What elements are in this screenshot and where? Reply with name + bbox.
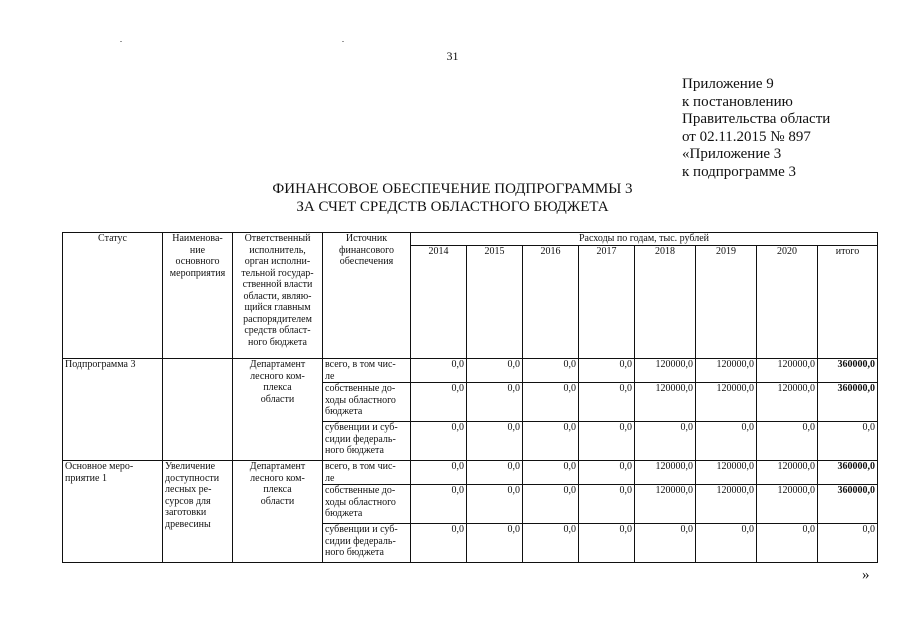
header-source: Источник финансового обеспечения: [323, 233, 411, 359]
cell-value: 0,0: [411, 485, 467, 524]
cell-value: 0,0: [579, 461, 635, 485]
appendix-line: Приложение 9: [682, 76, 774, 92]
cell-value: 120000,0: [757, 485, 818, 524]
cell-value: 0,0: [523, 461, 579, 485]
cell-status: Основное меро- приятие 1: [63, 461, 163, 563]
cell-value: 0,0: [757, 422, 818, 461]
cell-value: 0,0: [696, 422, 757, 461]
cell-value: 120000,0: [696, 359, 757, 383]
cell-value: 0,0: [579, 383, 635, 422]
title-line-1: ФИНАНСОВОЕ ОБЕСПЕЧЕНИЕ ПОДПРОГРАММЫ 3: [272, 181, 633, 197]
cell-value: 120000,0: [635, 383, 696, 422]
cell-total: 360000,0: [818, 485, 878, 524]
cell-value: 120000,0: [696, 485, 757, 524]
cell-value: 0,0: [579, 359, 635, 383]
year-header: 2019: [696, 246, 757, 359]
cell-value: 120000,0: [696, 383, 757, 422]
document-title: [0, 180, 905, 216]
table-row: [63, 359, 878, 383]
cell-value: 0,0: [467, 422, 523, 461]
year-header: 2017: [579, 246, 635, 359]
cell-source: собственные до- ходы областного бюджета: [323, 383, 411, 422]
appendix-line: к подпрограмме 3: [682, 163, 796, 180]
cell-value: 0,0: [467, 485, 523, 524]
cell-value: 120000,0: [635, 461, 696, 485]
cell-value: 0,0: [635, 422, 696, 461]
title-line-2: ЗА СЧЕТ СРЕДСТВ ОБЛАСТНОГО БЮДЖЕТА: [296, 199, 609, 215]
cell-total: 0,0: [818, 422, 878, 461]
cell-value: 0,0: [467, 359, 523, 383]
year-header: 2015: [467, 246, 523, 359]
appendix-line: «Приложение 3: [682, 146, 782, 162]
cell-value: 0,0: [467, 524, 523, 563]
cell-value: 0,0: [579, 422, 635, 461]
cell-source: собственные до- ходы областного бюджета: [323, 485, 411, 524]
cell-executor: Департамент лесного ком- плекса области: [233, 359, 323, 461]
cell-value: 0,0: [411, 461, 467, 485]
year-header: 2018: [635, 246, 696, 359]
appendix-line: от 02.11.2015 № 897: [682, 128, 811, 145]
cell-value: 120000,0: [757, 461, 818, 485]
cell-value: 0,0: [523, 422, 579, 461]
cell-executor: Департамент лесного ком- плекса области: [233, 461, 323, 563]
header-event: Наименова- ние основного мероприятия: [163, 233, 233, 359]
cell-value: 0,0: [467, 383, 523, 422]
cell-value: 0,0: [523, 524, 579, 563]
cell-source: субвенции и суб- сидии федераль- ного бюджета: [323, 524, 411, 563]
cell-value: 0,0: [579, 485, 635, 524]
cell-total: 0,0: [818, 524, 878, 563]
header-expenses: Расходы по годам, тыс. рублей: [411, 233, 878, 246]
year-header: 2016: [523, 246, 579, 359]
cell-value: 0,0: [411, 422, 467, 461]
table-row: [63, 461, 878, 485]
cell-value: 0,0: [696, 524, 757, 563]
cell-source: всего, в том чис- ле: [323, 461, 411, 485]
header-status: Статус: [63, 233, 163, 359]
cell-event: [163, 359, 233, 461]
cell-total: 360000,0: [818, 359, 878, 383]
year-header: 2014: [411, 246, 467, 359]
cell-status: Подпрограмма 3: [63, 359, 163, 461]
cell-value: 120000,0: [757, 359, 818, 383]
cell-value: 120000,0: [696, 461, 757, 485]
cell-value: 0,0: [635, 524, 696, 563]
cell-value: 0,0: [411, 383, 467, 422]
year-header: 2020: [757, 246, 818, 359]
cell-source: субвенции и суб- сидии федераль- ного бюджета: [323, 422, 411, 461]
cell-source: всего, в том чис- ле: [323, 359, 411, 383]
cell-value: 120000,0: [635, 359, 696, 383]
cell-event: Увеличение доступности лесных ре- сурсов для заготовки древесины: [163, 461, 233, 563]
cell-value: 0,0: [523, 485, 579, 524]
page-number: 31: [446, 49, 459, 63]
year-header-total: итого: [818, 246, 878, 359]
cell-total: 360000,0: [818, 461, 878, 485]
financing-table: [62, 232, 878, 563]
cell-value: 0,0: [523, 383, 579, 422]
cell-value: 0,0: [411, 359, 467, 383]
cell-total: 360000,0: [818, 383, 878, 422]
cell-value: 120000,0: [635, 485, 696, 524]
cell-value: 0,0: [411, 524, 467, 563]
appendix-line: Правительства области: [682, 111, 831, 127]
cell-value: 0,0: [467, 461, 523, 485]
cell-value: 0,0: [579, 524, 635, 563]
header-executor: Ответственный исполнитель, орган исполни- тельной государ- ственной власти области, являю- щийся главным распорядителем средств област- ного бюджета: [233, 233, 323, 359]
appendix-line: к постановлению: [682, 93, 793, 110]
appendix-block: [682, 76, 830, 181]
cell-value: 120000,0: [757, 383, 818, 422]
cell-value: 0,0: [523, 359, 579, 383]
closing-quote-mark: »: [862, 567, 870, 583]
cell-value: 0,0: [757, 524, 818, 563]
